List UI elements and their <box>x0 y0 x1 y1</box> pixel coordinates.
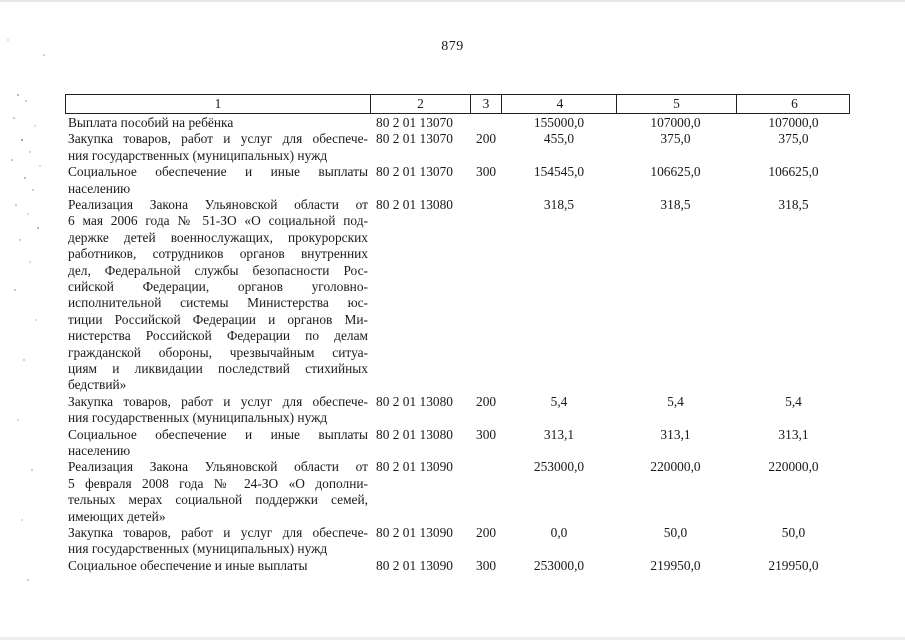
row-value-col5: 220000,0 <box>650 459 701 475</box>
row-value-col6: 50,0 <box>781 524 806 540</box>
row-description-line: держке детей военнослужащих, прокурорских <box>68 229 368 245</box>
row-description-line: имеющих детей» <box>68 508 166 524</box>
row-value-col4: 455,0 <box>543 131 575 147</box>
row-description-line: дел, Федеральной службы безопасности Рос- <box>68 262 368 278</box>
row-description-line: тиции Российской Федерации и органов Ми- <box>68 311 368 327</box>
row-description-line: Закупка товаров, работ и услуг для обеспече- <box>68 524 368 540</box>
table-row <box>65 164 850 197</box>
row-value-col5: 219950,0 <box>650 557 701 573</box>
row-description-line: 5 февраля 2008 года № 24-ЗО «О дополни- <box>68 475 368 491</box>
header-col-2: 2 <box>417 96 424 111</box>
row-description-line: работников, сотрудников органов внутренних <box>68 246 368 262</box>
row-description-line: исполнительной системы Министерства юс- <box>68 295 368 311</box>
row-value-col4: 5,4 <box>550 393 568 409</box>
row-description <box>68 459 368 525</box>
row-value-col6: 375,0 <box>778 131 809 147</box>
row-code: 80 2 01 13090 <box>376 459 453 475</box>
row-value-col6: 107000,0 <box>768 115 819 130</box>
table-row <box>65 197 850 394</box>
row-description-line: Социальное обеспечение и иные выплаты <box>68 426 368 442</box>
table-row <box>65 427 850 460</box>
page-number: 879 <box>441 39 464 54</box>
header-divider <box>470 95 471 113</box>
row-value-col5: 106625,0 <box>650 164 701 180</box>
row-type: 200 <box>476 131 497 147</box>
budget-table <box>65 94 850 574</box>
row-value-col5: 50,0 <box>663 524 688 540</box>
row-description-line: Реализация Закона Ульяновской области от <box>68 196 368 212</box>
row-code: 80 2 01 13070 <box>376 115 453 130</box>
header-col-3: 3 <box>482 96 490 111</box>
row-value-col6: 220000,0 <box>768 459 819 475</box>
row-code: 80 2 01 13090 <box>376 524 453 540</box>
row-type: 300 <box>476 557 497 573</box>
row-description <box>68 115 368 131</box>
row-type: 200 <box>476 524 497 540</box>
row-value-col4: 0,0 <box>550 524 568 540</box>
row-value-col5: 107000,0 <box>650 115 701 130</box>
row-description <box>68 197 368 394</box>
table-row <box>65 115 850 131</box>
row-description-line: населению <box>68 180 131 196</box>
scan-edge-top <box>0 0 905 2</box>
scan-noise-left-margin <box>0 0 60 640</box>
row-value-col5: 375,0 <box>660 131 691 147</box>
row-value-col4: 155000,0 <box>533 115 585 130</box>
row-description <box>68 427 368 460</box>
row-value-col6: 106625,0 <box>768 164 819 180</box>
row-description-line: Социальное обеспечение и иные выплаты <box>68 164 368 180</box>
row-description-line: Социальное обеспечение и иные выплаты <box>68 557 308 573</box>
header-divider <box>616 95 617 113</box>
row-description-line: ния государственных (муниципальных) нужд <box>68 147 328 163</box>
row-description <box>68 131 368 164</box>
row-description-line: Выплата пособий на ребёнка <box>68 115 234 130</box>
table-body <box>65 115 850 574</box>
row-code: 80 2 01 13080 <box>376 393 453 409</box>
row-code: 80 2 01 13080 <box>376 196 453 212</box>
table-header-row <box>65 94 850 114</box>
row-value-col4: 318,5 <box>543 196 575 212</box>
row-description-line: циям и ликвидации последствий стихийных <box>68 361 368 377</box>
row-value-col4: 253000,0 <box>533 557 585 573</box>
header-col-4: 4 <box>556 96 564 111</box>
header-col-6: 6 <box>791 96 798 111</box>
row-value-col4: 154545,0 <box>533 164 585 180</box>
row-type: 300 <box>476 426 497 442</box>
header-col-1: 1 <box>214 96 222 111</box>
row-description-line: нистерства Российской Федерации по делам <box>68 328 368 344</box>
row-description <box>68 394 368 427</box>
row-value-col6: 219950,0 <box>768 557 819 573</box>
row-description-line: бедствий» <box>68 377 127 393</box>
row-description-line: сийской Федерации, органов уголовно- <box>68 279 368 295</box>
row-description-line: ния государственных (муниципальных) нужд <box>68 541 328 557</box>
row-value-col4: 313,1 <box>543 426 575 442</box>
row-description-line: ния государственных (муниципальных) нужд <box>68 410 328 426</box>
row-description-line: населению <box>68 442 131 458</box>
row-type: 200 <box>476 393 497 409</box>
row-code: 80 2 01 13090 <box>376 557 453 573</box>
row-value-col5: 313,1 <box>660 426 691 442</box>
table-row <box>65 525 850 558</box>
row-description-line: Закупка товаров, работ и услуг для обеспече- <box>68 131 368 147</box>
row-value-col5: 318,5 <box>660 196 691 212</box>
table-row <box>65 558 850 574</box>
row-description-line: Закупка товаров, работ и услуг для обеспече- <box>68 393 368 409</box>
row-description <box>68 164 368 197</box>
row-value-col6: 313,1 <box>778 426 809 442</box>
row-code: 80 2 01 13070 <box>376 164 453 180</box>
header-divider <box>370 95 371 113</box>
table-row <box>65 131 850 164</box>
row-description-line: тельных мерах социальной поддержки семей, <box>68 492 368 508</box>
row-code: 80 2 01 13070 <box>376 131 453 147</box>
row-value-col4: 253000,0 <box>533 459 585 475</box>
header-divider <box>501 95 502 113</box>
row-value-col6: 318,5 <box>778 196 809 212</box>
row-description-line: 6 мая 2006 года № 51-ЗО «О социальной под- <box>68 213 368 229</box>
row-code: 80 2 01 13080 <box>376 426 453 442</box>
row-type: 300 <box>476 164 497 180</box>
row-description <box>68 558 368 574</box>
table-row <box>65 394 850 427</box>
header-col-5: 5 <box>673 96 680 111</box>
table-row <box>65 459 850 525</box>
header-divider <box>736 95 737 113</box>
row-description <box>68 525 368 558</box>
row-description-line: гражданской обороны, чрезвычайным ситуа- <box>68 344 368 360</box>
row-value-col5: 5,4 <box>667 393 684 409</box>
row-description-line: Реализация Закона Ульяновской области от <box>68 459 368 475</box>
row-value-col6: 5,4 <box>785 393 802 409</box>
